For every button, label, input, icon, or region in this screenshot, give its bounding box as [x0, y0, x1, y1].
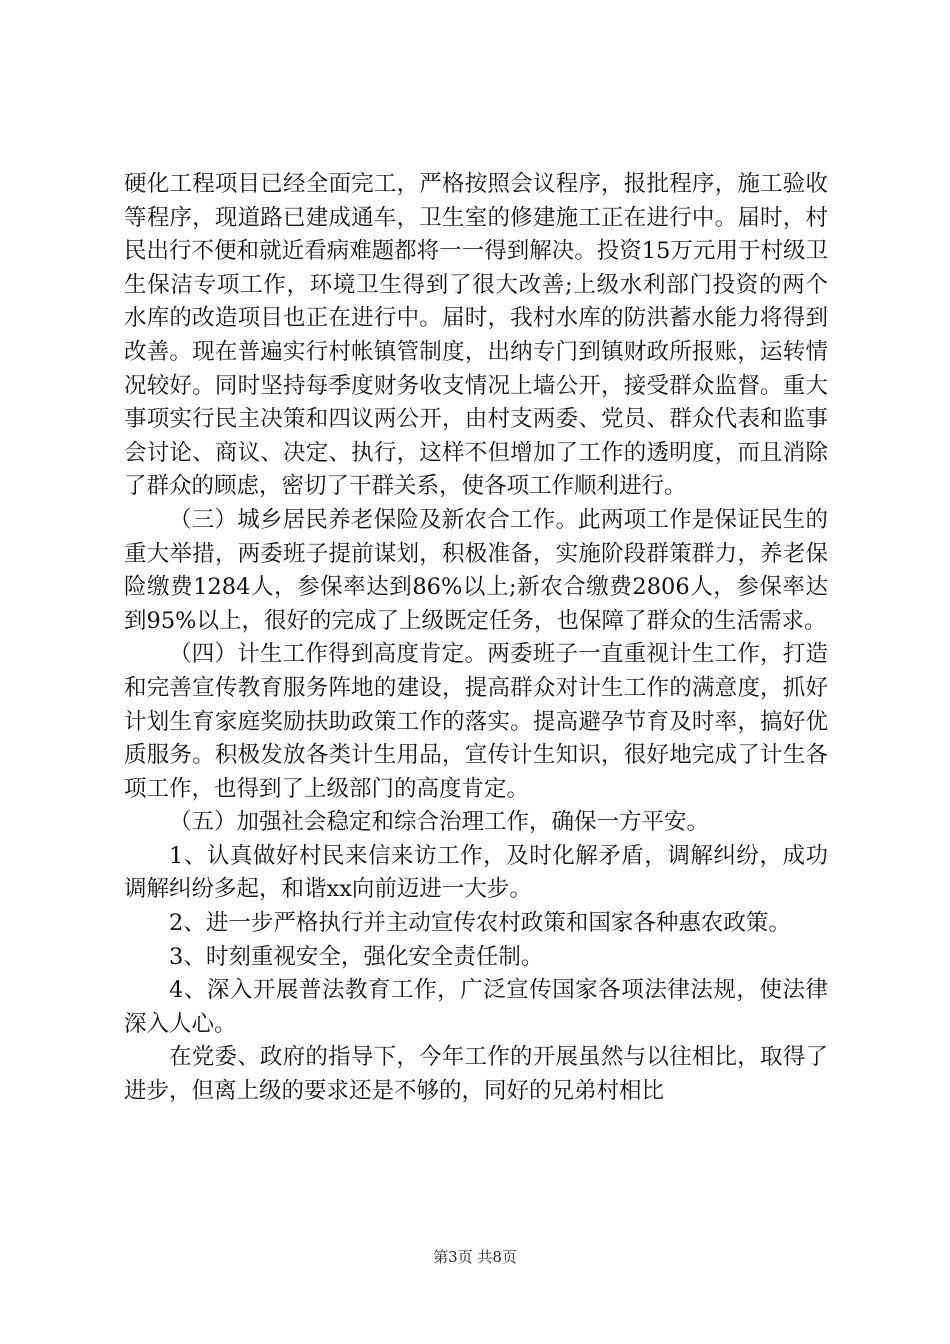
paragraph-family-planning: （四）计生工作得到高度肯定。两委班子一直重视计生工作，打造和完善宣传教育服务阵地的建设，提高群众对计生工作的满意度，抓好计划生育家庭奖励扶助政策工作的落实。提高避孕节育及时率，搞好优质服务。积极发放各类计生用品，宣传计生知识，很好地完成了计生各项工作，也得到了上级部门的高度肯定。 [124, 641, 828, 802]
paragraph-continuation: 硬化工程项目已经全面完工，严格按照会议程序，报批程序，施工验收等程序，现道路已建成通车，卫生室的修建施工正在进行中。届时，村民出行不便和就近看病难题都将一一得到解决。投资15万元用于村级卫生保洁专项工作，环境卫生得到了很大改善;上级水利部门投资的两个水库的改造项目也正在进行中。届时，我村水库的防洪蓄水能力将得到改善。现在普遍实行村帐镇管制度，出纳专门到镇财政所报账，运转情况较好。同时坚持每季度财务收支情况上墙公开，接受群众监督。重大事项实行民主决策和四议两公开，由村支两委、党员、群众代表和监事会讨论、商议、决定、执行，这样不但增加了工作的透明度，而且消除了群众的顾虑，密切了干群关系，使各项工作顺利进行。 [124, 171, 828, 500]
page-number-footer: 第3页 共8页 [433, 1248, 517, 1266]
document-body [124, 168, 828, 1109]
paragraph-pension-insurance: （三）城乡居民养老保险及新农合工作。此两项工作是保证民生的重大举措，两委班子提前谋划，积极准备，实施阶段群策群力，养老保险缴费1284人，参保率达到86%以上;新农合缴费2806人，参保率达到95%以上，很好的完成了上级既定任务，也保障了群众的生活需求。 [124, 506, 828, 634]
list-item-legal-education: 4、深入开展普法教育工作，广泛宣传国家各项法律法规，使法律深入人心。 [124, 977, 828, 1037]
paragraph-social-stability: （五）加强社会稳定和综合治理工作，确保一方平安。 [169, 809, 710, 836]
paragraph-summary: 在党委、政府的指导下，今年工作的开展虽然与以往相比，取得了进步，但离上级的要求还是不够的，同好的兄弟村相比 [124, 1044, 828, 1105]
list-item-policies: 2、进一步严格执行并主动宣传农村政策和国家各种惠农政策。 [169, 910, 791, 937]
list-item-safety: 3、时刻重视安全，强化安全责任制。 [169, 943, 544, 970]
list-item-petitions: 1、认真做好村民来信来访工作，及时化解矛盾，调解纠纷，成功调解纠纷多起，和谐xx向前迈进一大步。 [124, 842, 828, 903]
